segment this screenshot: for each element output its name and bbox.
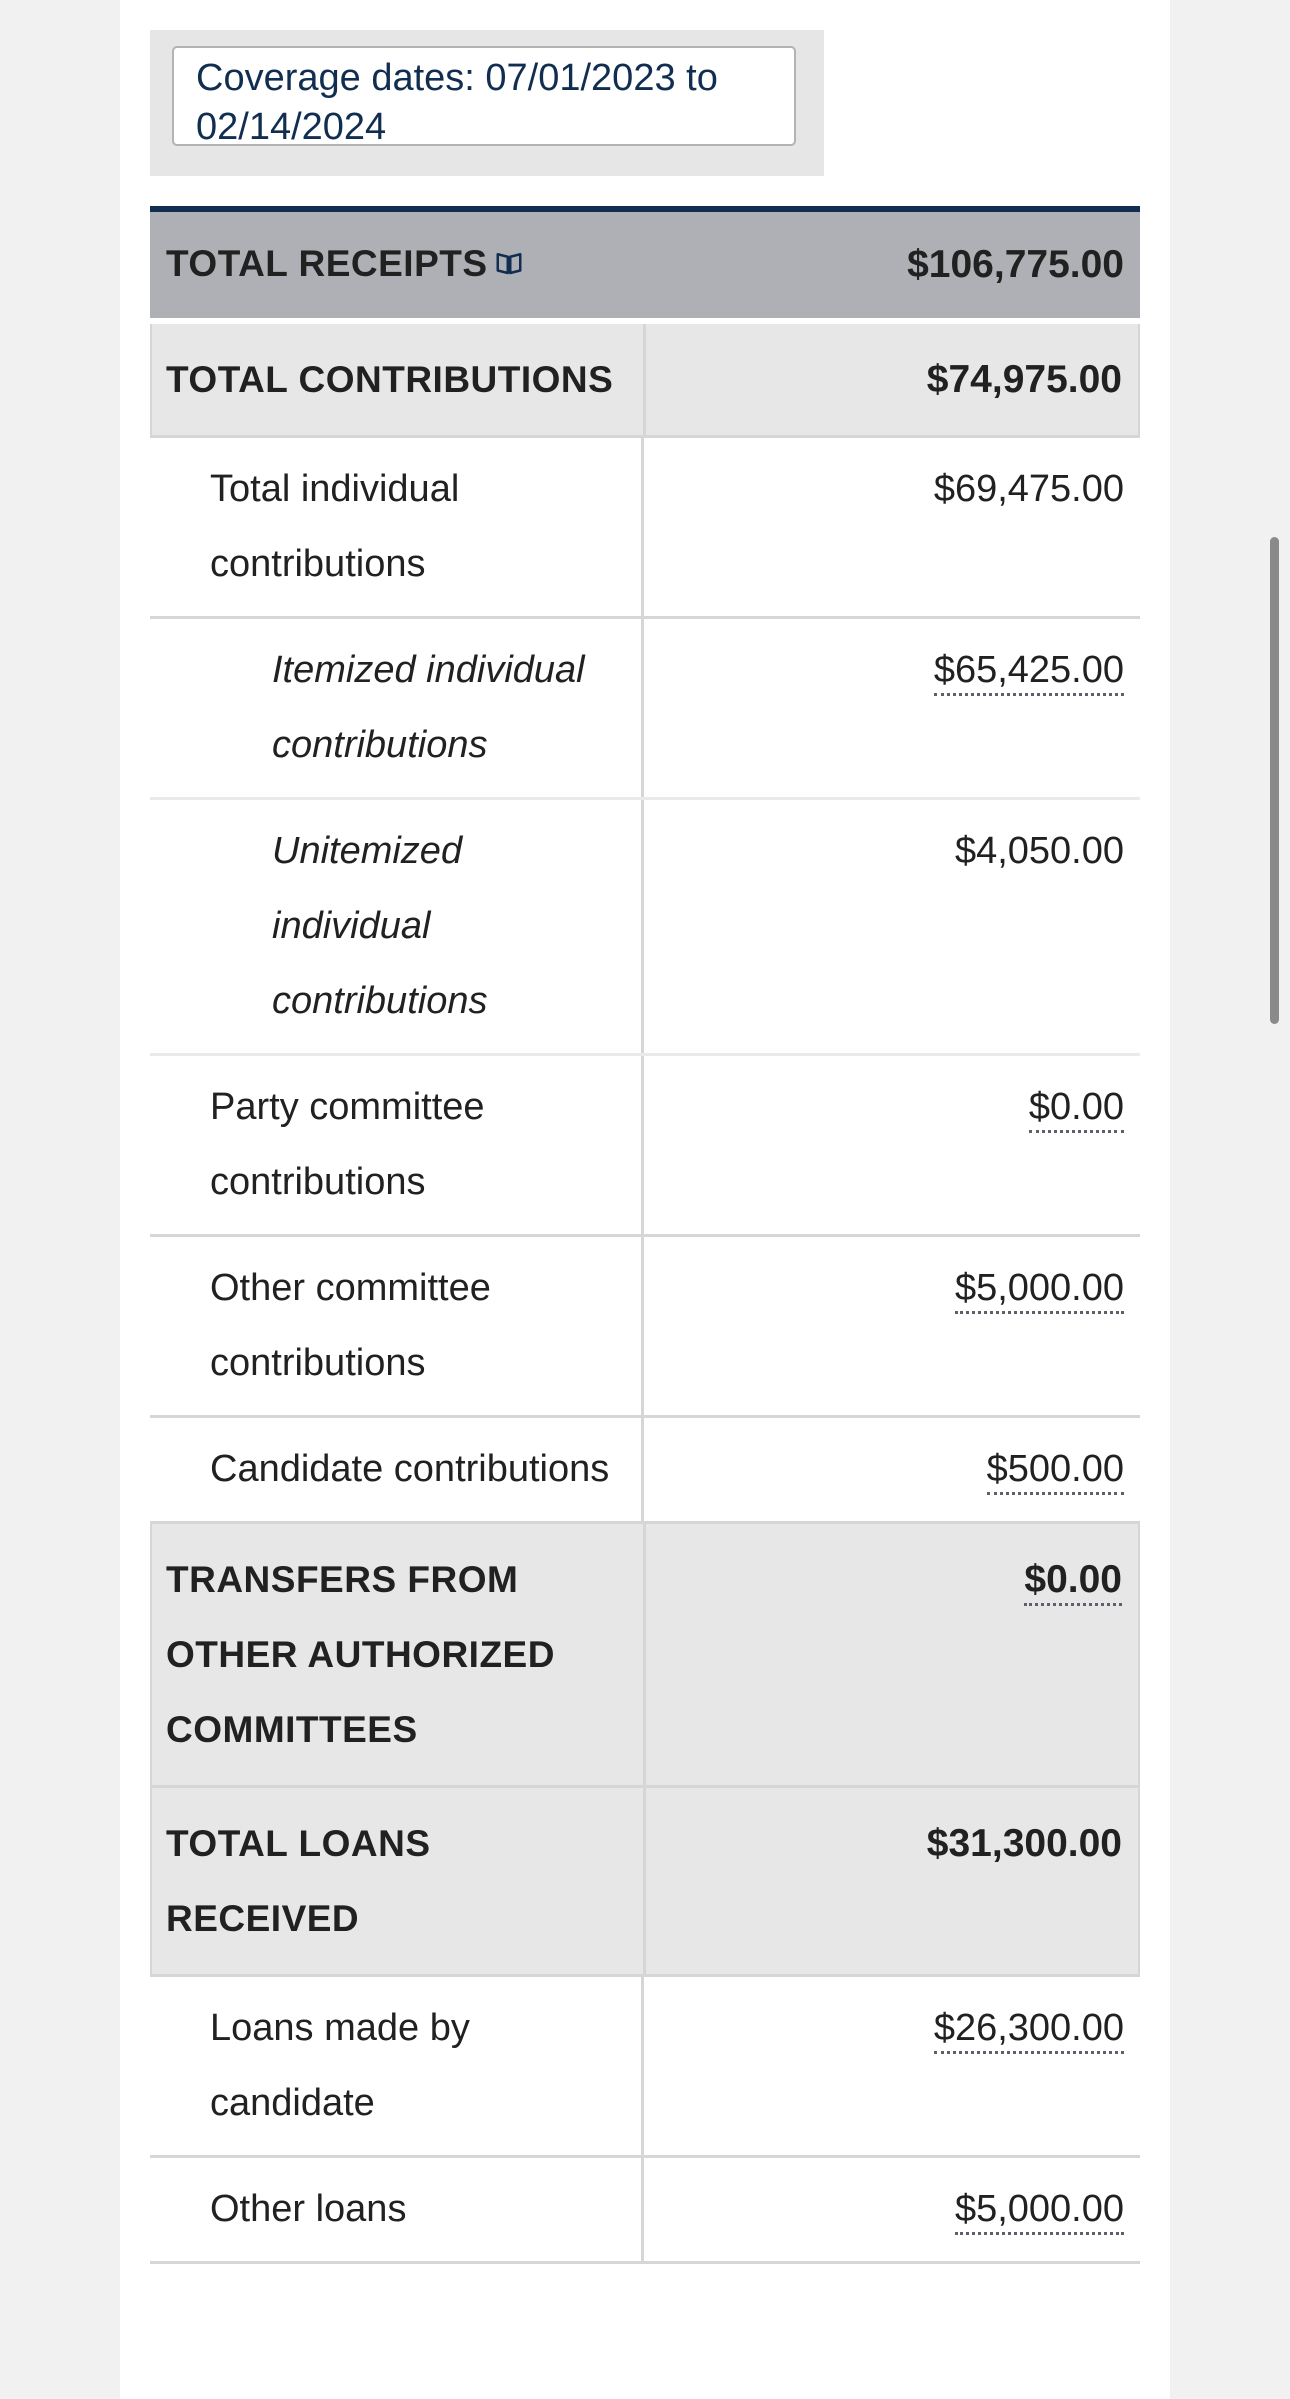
glossary-book-icon[interactable] [494,245,524,287]
party-committee-label: Party committee contributions [150,1056,644,1234]
transfers-row [150,1524,1140,1788]
other-committee-row [150,1237,1140,1418]
total-individual-value-cell [644,438,1140,616]
unitemized-individual-label: Unitemized individual contributions [150,800,644,1053]
transfers-link[interactable]: $0.00 [1024,1558,1122,1606]
candidate-contributions-label: Candidate contributions [150,1418,644,1521]
itemized-individual-link[interactable]: $65,425.00 [934,649,1124,696]
total-receipts-label: TOTAL RECEIPTS [166,242,488,284]
total-contributions-value: $74,975.00 [926,358,1122,401]
itemized-individual-row [150,619,1140,800]
loans-candidate-label: Loans made by candidate [150,1977,644,2155]
itemized-individual-label: Itemized individual contributions [150,619,644,797]
loans-candidate-link[interactable]: $26,300.00 [934,2007,1124,2054]
coverage-container [150,30,824,176]
other-committee-link[interactable]: $5,000.00 [955,1267,1124,1314]
unitemized-individual-row [150,800,1140,1056]
party-committee-value-cell [644,1056,1140,1234]
total-individual-row [150,438,1140,619]
itemized-individual-value-cell [644,619,1140,797]
other-committee-label: Other committee contributions [150,1237,644,1415]
transfers-value-cell [646,1524,1138,1785]
candidate-contributions-link[interactable]: $500.00 [987,1448,1124,1495]
transfers-label: TRANSFERS FROM OTHER AUTHORIZED COMMITTEES [152,1524,646,1785]
party-committee-row [150,1056,1140,1237]
total-loans-value: $31,300.00 [926,1822,1122,1865]
other-loans-row [150,2158,1140,2264]
total-loans-row [150,1788,1140,1977]
total-individual-value: $69,475.00 [933,468,1124,510]
total-contributions-label: TOTAL CONTRIBUTIONS [152,324,646,435]
loans-candidate-row [150,1977,1140,2158]
total-contributions-row [150,324,1140,438]
coverage-dates-badge: Coverage dates: 07/01/2023 to 02/14/2024 [172,46,796,146]
loans-candidate-value-cell [644,1977,1140,2155]
other-loans-link[interactable]: $5,000.00 [955,2188,1124,2235]
other-loans-value-cell [644,2158,1140,2261]
receipts-table [150,206,1140,2264]
unitemized-individual-value: $4,050.00 [954,830,1124,872]
total-individual-label: Total individual contributions [150,438,644,616]
total-receipts-label-cell [150,243,644,287]
other-loans-label: Other loans [150,2158,644,2261]
total-loans-label: TOTAL LOANS RECEIVED [152,1788,646,1974]
total-receipts-row [150,212,1140,318]
unitemized-individual-value-cell [644,800,1140,1053]
party-committee-link[interactable]: $0.00 [1029,1086,1124,1133]
scrollbar[interactable] [1270,537,1279,1024]
total-receipts-value: $106,775.00 [907,243,1124,286]
candidate-contributions-row [150,1418,1140,1524]
other-committee-value-cell [644,1237,1140,1415]
candidate-contributions-value-cell [644,1418,1140,1521]
